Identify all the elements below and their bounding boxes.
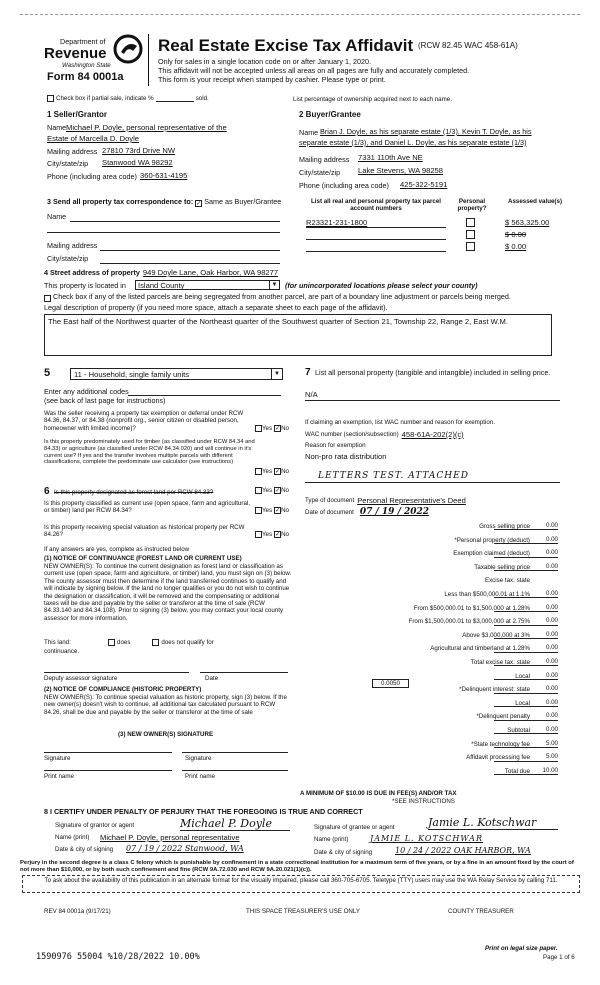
section6-number: 6 bbox=[44, 486, 50, 497]
continuance-label: continuance. bbox=[44, 648, 80, 655]
personal-property-checkbox[interactable] bbox=[466, 242, 475, 251]
wac-label: WAC number (section/subsection) bbox=[305, 431, 399, 438]
reason-field[interactable]: Non-pro rata distribution bbox=[305, 452, 387, 461]
county-label: This property is located in bbox=[44, 281, 126, 290]
legal-label: Legal description of property (if you need more space, attach a separate sheet to each page of the affidavit). bbox=[44, 303, 388, 312]
personal-property-checkbox[interactable] bbox=[466, 218, 475, 227]
agency-name: Revenue bbox=[44, 45, 107, 62]
tax-row-label: Agricultural and timberland at 1.28% bbox=[430, 645, 530, 653]
page-number: Page 1 of 6 bbox=[543, 954, 575, 961]
street-row bbox=[44, 269, 278, 278]
forest-yes-checkbox[interactable] bbox=[255, 487, 262, 494]
assessor-date-label: Date bbox=[205, 675, 219, 682]
exemption-claim-note: If claiming an exemption, list WAC number and reason for exemption. bbox=[305, 419, 495, 426]
tax-row-value[interactable]: 0.00 bbox=[494, 726, 558, 734]
signature-label-1: Signature bbox=[44, 755, 71, 762]
partial-sale-checkbox[interactable] bbox=[47, 95, 54, 102]
no-label: No bbox=[281, 487, 290, 494]
legal-description-field[interactable] bbox=[44, 314, 552, 356]
tax-row-value[interactable]: 0.00 bbox=[494, 631, 558, 639]
partial-sale-percent-field[interactable] bbox=[156, 101, 194, 102]
land-qualify-row bbox=[44, 639, 214, 646]
treasurer-use-label: THIS SPACE TREASURER'S USE ONLY bbox=[246, 908, 360, 915]
same-as-buyer-label: Same as Buyer/Grantee bbox=[204, 197, 282, 206]
seller-phone-field[interactable]: 360-631-4195 bbox=[140, 171, 188, 180]
grantee-signature-label: Signature of grantee or agent bbox=[314, 824, 395, 831]
recording-stamp: 1590976 55004 %10/28/2022 10.00% bbox=[36, 952, 200, 962]
grantor-signature-label: Signature of grantor or agent bbox=[55, 822, 135, 829]
partial-sale-label-sold: sold. bbox=[195, 95, 209, 102]
signature-label-2: Signature bbox=[185, 755, 212, 762]
assessed-value-field[interactable]: $ 0.00 bbox=[505, 230, 527, 239]
seller-phone-label: Phone (including area code) bbox=[47, 172, 137, 181]
tax-row-label: Taxable selling price bbox=[474, 563, 530, 571]
see-instructions-note: *SEE INSTRUCTIONS bbox=[392, 798, 455, 805]
new-owner-signature-line-2[interactable] bbox=[182, 752, 288, 753]
tax-row-value[interactable]: 0.00 bbox=[494, 549, 558, 557]
correspondence-name-label: Name bbox=[47, 212, 67, 221]
land-does-not-checkbox[interactable] bbox=[152, 639, 159, 646]
wac-field[interactable]: 458-61A-202(2)(c) bbox=[401, 430, 464, 439]
tax-row-value[interactable]: 0.00 bbox=[494, 604, 558, 612]
header-divider bbox=[148, 34, 149, 86]
tax-row-label: Exemption claimed (deduct) bbox=[453, 550, 530, 558]
assessed-value-field[interactable]: $ 563,325.00 bbox=[505, 218, 550, 227]
yes-label: Yes bbox=[262, 468, 273, 475]
see-back-note: (see back of last page for instructions) bbox=[44, 396, 166, 405]
tax-row-label: Subtotal bbox=[507, 727, 530, 734]
tax-row-value[interactable]: 0.00 bbox=[494, 590, 558, 598]
buyer-phone-label: Phone (including area code) bbox=[299, 181, 389, 190]
yes-label: Yes bbox=[262, 531, 273, 538]
doc-date-row bbox=[305, 509, 429, 516]
doc-date-label: Date of document bbox=[305, 509, 354, 516]
current-use-yes-checkbox[interactable] bbox=[255, 507, 262, 514]
compliance-heading: (2) NOTICE OF COMPLIANCE (HISTORIC PROPERTY) bbox=[44, 686, 202, 693]
perjury-text: Perjury in the second degree is a class C felony which is punishable by confinement in a state correctional institution for a maximum term of five years, or by a fine in an amount fixed by the court of not more than $10,000, or by both such confinement and fine (RCW 9A.72.030 and RCW 9A.20.021(1)(c)). bbox=[20, 860, 574, 873]
seller-city-field[interactable]: Stanwood WA 98292 bbox=[102, 158, 173, 167]
perjury-notice bbox=[20, 860, 580, 874]
assessor-signature-label: Deputy assessor signature bbox=[44, 675, 118, 682]
current-use-no-checkbox[interactable]: ✓ bbox=[275, 508, 281, 515]
timber-no-checkbox[interactable]: ✓ bbox=[275, 469, 281, 476]
exemption-question: Was the seller receiving a property tax exemption or deferral under RCW 84.36, 84.37, or 84.38 (nonprofit org., senior citizen or disabled person, homeowner with limited income)? bbox=[44, 410, 244, 432]
tax-row-label: *Delinquent interest: state bbox=[459, 686, 530, 694]
wac-row bbox=[305, 431, 464, 438]
correspondence-city-label: City/state/zip bbox=[47, 254, 89, 263]
parcel-number-field[interactable] bbox=[306, 242, 446, 252]
parcel-number-field[interactable] bbox=[306, 230, 446, 240]
buyer-mailing-field[interactable]: 7331 110th Ave NE bbox=[358, 153, 423, 162]
print-name-label-2: Print name bbox=[185, 773, 215, 780]
seller-city-label: City/state/zip bbox=[47, 159, 89, 168]
buyer-name-label: Name bbox=[299, 128, 319, 137]
tax-row-value[interactable]: 0.00 bbox=[494, 644, 558, 652]
availability-text: To ask about the availability of this publication in an alternate format for the visually impaired, please call 360-705-6705. Teletype (TTY) users may use the WA Relay Service by calling 711. bbox=[44, 877, 558, 884]
doc-type-field[interactable]: Personal Representative's Deed bbox=[357, 496, 466, 505]
tax-row-value[interactable]: 5.00 bbox=[494, 753, 558, 761]
does-label: does bbox=[117, 639, 131, 646]
personal-property-value[interactable]: N/A bbox=[305, 390, 318, 399]
form-title: Real Estate Excise Tax Affidavit bbox=[158, 36, 414, 55]
section7-text: List all personal property (tangible and intangible) included in selling price. bbox=[315, 368, 551, 377]
notice-1: Only for sales in a single location code on or after January 1, 2020. bbox=[158, 57, 371, 66]
tax-row-value[interactable]: 0.00 bbox=[494, 617, 558, 625]
tax-row-label: Excise tax: state bbox=[484, 577, 530, 585]
tax-row-label: Above $3,000,000 at 3% bbox=[462, 631, 530, 639]
land-use-value: 11 - Household, single family units bbox=[74, 370, 190, 379]
doc-date-field[interactable]: 07 / 19 / 2022 bbox=[359, 507, 430, 517]
state-name: Washington State bbox=[62, 62, 111, 69]
seller-mailing-field[interactable]: 27810 73rd Drive NW bbox=[102, 146, 176, 155]
doc-type-row bbox=[305, 497, 537, 504]
legal-size-note: Print on legal size paper. bbox=[485, 945, 558, 952]
grantor-signature[interactable]: Michael P. Doyle bbox=[180, 817, 290, 831]
correspondence-mailing-field[interactable] bbox=[100, 250, 280, 251]
new-owner-signature-line-1[interactable] bbox=[44, 752, 172, 753]
tax-row-label: Affidavit processing fee bbox=[466, 754, 530, 762]
header bbox=[0, 0, 600, 100]
grantee-name-label: Name (print) bbox=[314, 836, 349, 843]
personal-property-checkbox[interactable] bbox=[466, 230, 475, 239]
revision-label: REV 84 0001a (9/17/21) bbox=[44, 908, 111, 915]
county-note: (for unincorporated locations please select your county) bbox=[285, 281, 478, 290]
local-rate: 0.0050 bbox=[372, 679, 409, 688]
seller-name-line2[interactable]: Estate of Marcella D. Doyle bbox=[47, 134, 140, 143]
tax-row-label: Local bbox=[515, 672, 530, 680]
grantee-date-label: Date & city of signing bbox=[314, 849, 373, 856]
street-field[interactable]: 949 Doyle Lane, Oak Harbor, WA 98277 bbox=[142, 268, 279, 277]
new-owner-print-line-1[interactable] bbox=[44, 770, 172, 771]
tax-row-value[interactable]: 10.00 bbox=[494, 767, 558, 775]
correspondence-name-field[interactable] bbox=[70, 221, 280, 222]
this-land-label: This land: bbox=[44, 639, 71, 646]
no-label: No bbox=[281, 531, 290, 538]
buyer-name-line2[interactable]: separate estate (1/3), and Daniel L. Doyle, as his separate estate (1/3) bbox=[299, 138, 527, 147]
continuance-heading: (1) NOTICE OF CONTINUANCE (FOREST LAND OR CURRENT USE) bbox=[44, 555, 242, 562]
parcel-col-personal: Personal property? bbox=[457, 198, 487, 213]
historic-answer bbox=[255, 531, 289, 538]
assessed-value-field[interactable]: $ 0.00 bbox=[505, 242, 527, 251]
yes-label: Yes bbox=[262, 507, 273, 514]
handwritten-note: LETTERS TEST. ATTACHED bbox=[318, 471, 469, 481]
current-use-answer bbox=[255, 507, 289, 514]
county-select[interactable] bbox=[135, 280, 280, 290]
no-label: No bbox=[281, 507, 290, 514]
yes-label: Yes bbox=[262, 487, 273, 494]
tax-row-label: Local bbox=[515, 699, 530, 707]
assessor-signature-line[interactable] bbox=[44, 672, 189, 673]
reason-label: Reason for exemption bbox=[305, 442, 366, 449]
ownership-note: List percentage of ownership acquired next to each name. bbox=[293, 96, 452, 103]
tax-row-label: *Delinquent penalty bbox=[476, 713, 530, 721]
tax-row-label: From $1,500,000.01 to $3,000,000 at 2.75% bbox=[408, 618, 530, 626]
chevron-down-icon: ▼ bbox=[269, 281, 279, 289]
top-scan-line bbox=[20, 14, 580, 15]
form-rcw: (RCW 82.45 WAC 458-61A) bbox=[418, 41, 518, 50]
if-yes-note: If any answers are yes, complete as instructed below bbox=[44, 546, 190, 553]
tax-row-label: *State technology fee bbox=[471, 740, 530, 748]
county-value: Island County bbox=[138, 281, 185, 290]
yes-label: Yes bbox=[262, 425, 273, 432]
print-name-label-1: Print name bbox=[44, 773, 74, 780]
historic-yes-checkbox[interactable] bbox=[255, 531, 262, 538]
no-label: No bbox=[281, 425, 290, 432]
buyer-mailing-label: Mailing address bbox=[299, 155, 350, 164]
notice-3: This form is your receipt when stamped by cashier. Please type or print. bbox=[158, 75, 386, 84]
same-as-buyer-checkbox[interactable]: ✓ bbox=[196, 200, 202, 207]
tax-row-value[interactable]: 0.00 bbox=[494, 699, 558, 707]
forest-question: Is this property designated as forest land per RCW 84.33? bbox=[54, 489, 214, 496]
partial-sale-row bbox=[47, 95, 209, 102]
segregation-row bbox=[44, 293, 511, 302]
tax-row-value[interactable]: 0.00 bbox=[494, 712, 558, 720]
no-label: No bbox=[281, 468, 290, 475]
correspondence-city-field[interactable] bbox=[100, 263, 280, 264]
personal-property-line[interactable] bbox=[305, 400, 560, 401]
correspondence-extra-line[interactable] bbox=[47, 232, 280, 233]
historic-no-checkbox[interactable]: ✓ bbox=[275, 532, 281, 539]
tax-row-label: From $500,000.01 to $1,500,000 at 1.28% bbox=[413, 604, 530, 612]
does-not-label: does not qualify for bbox=[161, 639, 214, 646]
grantor-name-field[interactable]: Michael P. Doyle, personal representative bbox=[100, 833, 240, 842]
assessor-date-line[interactable] bbox=[200, 672, 288, 673]
timber-answer bbox=[255, 468, 289, 475]
current-use-question: Is this property classified as current use (open space, farm and agricultural, or timber) land per RCW 84.34? bbox=[44, 500, 251, 515]
exemption-answer bbox=[255, 425, 289, 432]
seller-mailing-label: Mailing address bbox=[47, 147, 98, 156]
parcel-col-value: Assessed value(s) bbox=[508, 198, 562, 205]
seller-name-label: Name bbox=[47, 123, 67, 132]
historic-question: Is this property receiving special valuation as historical property per RCW 84.26? bbox=[44, 524, 245, 539]
tax-row-value[interactable]: 0.00 bbox=[494, 536, 558, 544]
grantee-signature[interactable]: Jamie L. Kotschwar bbox=[428, 816, 558, 830]
tax-row-value[interactable]: 0.00 bbox=[494, 522, 558, 530]
tax-row-label: *Personal property (deduct) bbox=[454, 536, 530, 544]
grantor-name-label: Name (print) bbox=[55, 834, 90, 841]
timber-yes-checkbox[interactable] bbox=[255, 468, 262, 475]
buyer-heading: 2 Buyer/Grantee bbox=[299, 110, 361, 119]
partial-sale-label: Check box if partial sale, indicate % bbox=[56, 95, 154, 102]
tax-row-value[interactable]: 0.00 bbox=[494, 658, 558, 666]
new-owner-print-line-2[interactable] bbox=[182, 770, 288, 771]
land-does-checkbox[interactable] bbox=[108, 639, 115, 646]
continuance-text: NEW OWNER(S): To continue the current designation as forest land or classification as current use (open space, farm and agriculture, or timber) land, you must sign on (3) below. The county assessor must then determine if the land transferred continues to qualify and will indicate by signing below. If the land no longer qualifies or you do not wish to continue the designation or classification, it will be removed and the compensating or additional taxes will be due and payable by the seller or transferor at the time of sale (RCW 84.33.140 and 84.34.108). Prior to signing (3) below, you may contact your local county assessor for more information. bbox=[44, 563, 292, 622]
tax-row-label: Total excise tax: state bbox=[470, 659, 530, 666]
grantee-name-field[interactable]: JAMIE L. KOTSCHWAR bbox=[370, 834, 483, 843]
tax-row-value[interactable]: 0.00 bbox=[494, 672, 558, 680]
legal-description-text: The East half of the Northwest quarter of the Northeast quarter of the Southwest quarter of Section 21, Township 22, Range 2, East W.M. bbox=[48, 317, 508, 326]
forest-no-checkbox[interactable]: ✓ bbox=[275, 488, 281, 495]
street-label: 4 Street address of property bbox=[44, 268, 140, 277]
tax-row-value[interactable]: 5.00 bbox=[494, 740, 558, 748]
compliance-text: NEW OWNER(S): To continue special valuation as historic property, sign (3) below. If the new owner(s) doesn't wish to continue, all additional tax calculated pursuant to RCW 84.26, shall be due and payable by the seller or transferor at the time of sale bbox=[44, 694, 287, 716]
exemption-yes-checkbox[interactable] bbox=[255, 425, 262, 432]
correspondence-mailing-label: Mailing address bbox=[47, 241, 98, 250]
segregation-label: Check box if any of the listed parcels are being segregated from another parcel, are part of a boundary line adjustment or parcels being merged. bbox=[53, 292, 511, 301]
correspondence-row bbox=[47, 198, 281, 207]
grantor-date-label: Date & city of signing bbox=[55, 846, 114, 853]
dept-line: Department of bbox=[60, 37, 106, 46]
tax-row-value[interactable]: 0.00 bbox=[494, 685, 558, 693]
buyer-city-field[interactable]: Lake Stevens, WA 98258 bbox=[358, 166, 443, 175]
chevron-down-icon: ▼ bbox=[271, 369, 282, 379]
seller-heading: 1 Seller/Grantor bbox=[47, 110, 108, 119]
seller-name-line1[interactable]: Michael P. Doyle, personal representative of the bbox=[66, 123, 227, 132]
tax-row-label: Less than $500,000.01 at 1.1% bbox=[444, 591, 530, 598]
section7-number: 7 bbox=[305, 367, 311, 378]
tax-row-label: Gross selling price bbox=[479, 523, 530, 530]
exemption-no-checkbox[interactable]: ✓ bbox=[275, 426, 281, 433]
parcel-col-numbers: List all real and personal property tax parcel account numbers bbox=[311, 198, 441, 213]
doc-type-label: Type of document bbox=[305, 497, 355, 504]
form-number: Form 84 0001a bbox=[47, 71, 124, 83]
parcel-number-field[interactable]: R23321-231-1800 bbox=[306, 218, 446, 228]
grantee-date-field[interactable]: 10 / 24 / 2022 OAK HARBOR, WA bbox=[395, 846, 531, 855]
buyer-city-label: City/state/zip bbox=[299, 168, 341, 177]
land-use-select[interactable] bbox=[70, 368, 283, 380]
buyer-phone-field[interactable]: 425-322-5191 bbox=[400, 180, 448, 189]
buyer-name-line1[interactable]: Brian J. Doyle, as his separate estate (1/3), Kevin T. Doyle, as his bbox=[320, 127, 532, 136]
reason-line[interactable] bbox=[305, 482, 560, 483]
section5-number: 5 bbox=[44, 367, 51, 379]
correspondence-heading: 3 Send all property tax correspondence to: bbox=[47, 197, 194, 206]
timber-question: Is this property predominately used for timber (as classified under RCW 84.34 and 84.33) or agriculture (as classified under RCW 84.34.020) and will continue in it's current use? If yes and the transfer involves multiple parcels with different classifications, complete the predominate use calculator (see instructions) bbox=[44, 439, 255, 466]
notice-2: This affidavit will not be accepted unless all areas on all pages are fully and accurately completed. bbox=[158, 66, 470, 75]
segregation-checkbox[interactable] bbox=[44, 295, 51, 302]
tax-row-value[interactable]: 0.00 bbox=[494, 563, 558, 571]
wa-revenue-logo-icon bbox=[113, 34, 143, 64]
certify-heading: 8 I CERTIFY UNDER PENALTY OF PERJURY THAT THE FOREGOING IS TRUE AND CORRECT bbox=[44, 807, 363, 816]
grantor-date-field[interactable]: 07 / 19 / 2022 Stanwood, WA bbox=[126, 844, 244, 853]
additional-codes-label: Enter any additional codes bbox=[44, 387, 129, 396]
county-treasurer-label: COUNTY TREASURER bbox=[448, 908, 514, 915]
minimum-due-note: A MINIMUM OF $10.00 IS DUE IN FEE(S) AND/OR TAX bbox=[300, 790, 457, 797]
forest-answer bbox=[255, 487, 289, 494]
new-owner-signature-heading: (3) NEW OWNER(S) SIGNATURE bbox=[118, 731, 214, 738]
tax-row-label: Total due bbox=[504, 767, 530, 775]
availability-box bbox=[22, 875, 580, 893]
